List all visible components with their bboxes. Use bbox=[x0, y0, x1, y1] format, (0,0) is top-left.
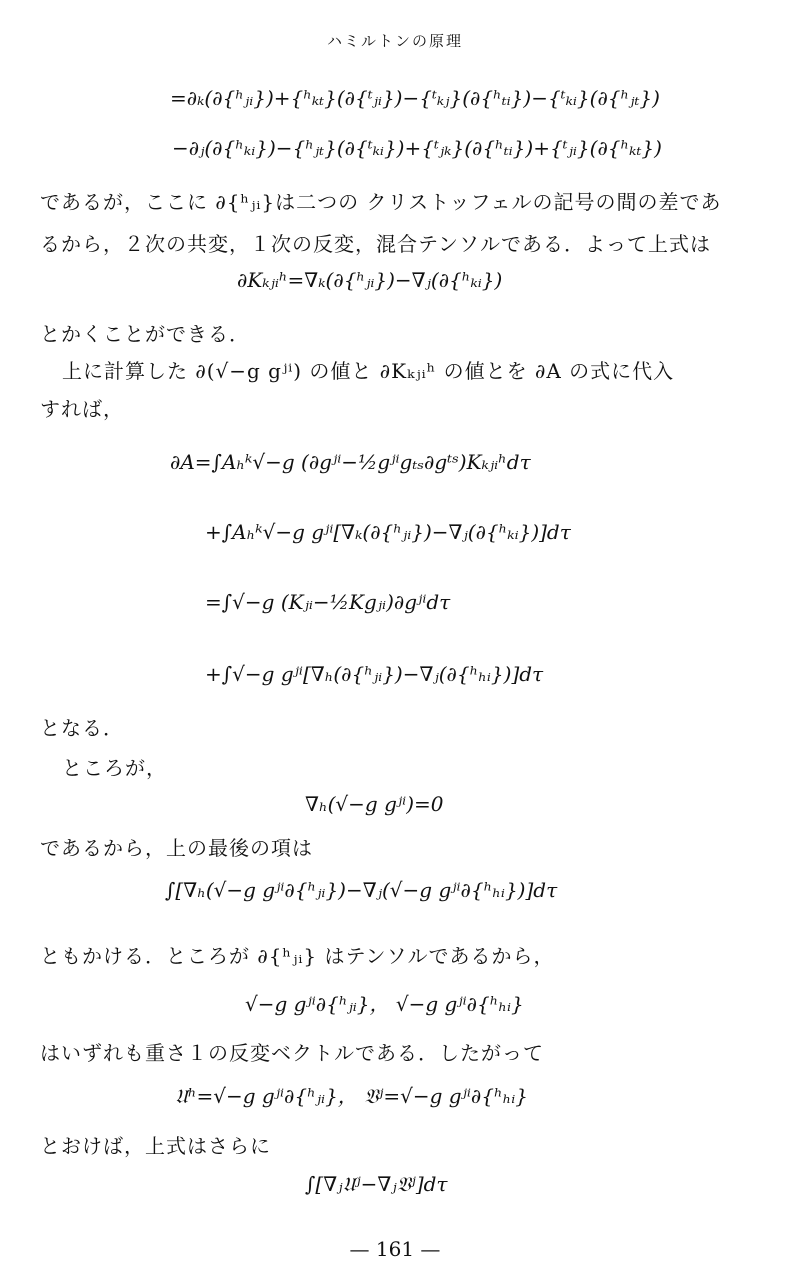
equation-line-4: ∂A=∫Aₕᵏ√−g (∂gʲⁱ−½gʲⁱgₜₛ∂gᵗˢ)Kₖⱼᵢʰdτ bbox=[170, 450, 531, 474]
equation-line-10: √−g gʲⁱ∂{ʰⱼᵢ}， √−g gʲⁱ∂{ʰₕᵢ} bbox=[245, 992, 524, 1016]
equation-line-3: ∂Kₖⱼᵢʰ=∇ₖ(∂{ʰⱼᵢ})−∇ⱼ(∂{ʰₖᵢ}) bbox=[237, 268, 503, 292]
paragraph-line: すれば， bbox=[40, 397, 124, 421]
paragraph-line: であるが，ここに ∂{ʰⱼᵢ}は二つの クリストッフェルの記号の間の差であ bbox=[40, 190, 722, 214]
paragraph-line: 上に計算した ∂(√−g gʲⁱ) の値と ∂Kₖⱼᵢʰ の値とを ∂A の式に代入 bbox=[62, 359, 675, 383]
paragraph-line: ところが， bbox=[62, 756, 167, 780]
equation-line-1: =∂ₖ(∂{ʰⱼᵢ})+{ʰₖₜ}(∂{ᵗⱼᵢ})−{ᵗₖⱼ}(∂{ʰₜᵢ})−{ᵗₖᵢ}(∂{ʰⱼₜ}) bbox=[170, 86, 660, 110]
equation-line-11: 𝔘ʰ=√−g gʲⁱ∂{ʰⱼᵢ}， 𝔙ʲ=√−g gʲⁱ∂{ʰₕᵢ} bbox=[175, 1084, 529, 1108]
equation-line-12: ∫[∇ⱼ𝔘ʲ−∇ⱼ𝔙ʲ]dτ bbox=[305, 1172, 448, 1196]
equation-line-2: −∂ⱼ(∂{ʰₖᵢ})−{ʰⱼₜ}(∂{ᵗₖᵢ})+{ᵗⱼₖ}(∂{ʰₜᵢ})+{ᵗⱼᵢ}(∂{ʰₖₜ}) bbox=[172, 136, 662, 160]
paragraph-line: とかくことができる． bbox=[40, 322, 250, 346]
equation-line-6: =∫√−g (Kⱼᵢ−½Kgⱼᵢ)∂gʲⁱdτ bbox=[205, 590, 451, 614]
equation-line-7: +∫√−g gʲⁱ[∇ₕ(∂{ʰⱼᵢ})−∇ⱼ(∂{ʰₕᵢ})]dτ bbox=[205, 662, 544, 686]
equation-line-5: +∫Aₕᵏ√−g gʲⁱ[∇ₖ(∂{ʰⱼᵢ})−∇ⱼ(∂{ʰₖᵢ})]dτ bbox=[205, 520, 571, 544]
running-header: ハミルトンの原理 bbox=[326, 32, 463, 50]
paragraph-line: ともかける．ところが ∂{ʰⱼᵢ} はテンソルであるから， bbox=[40, 944, 555, 968]
page-number: — 161 — bbox=[349, 1237, 441, 1261]
equation-line-9: ∫[∇ₕ(√−g gʲⁱ∂{ʰⱼᵢ})−∇ⱼ(√−g gʲⁱ∂{ʰₕᵢ})]dτ bbox=[165, 878, 558, 902]
paragraph-line: はいずれも重さ１の反変ベクトルである．したがって bbox=[40, 1041, 544, 1065]
paragraph-line: であるから，上の最後の項は bbox=[40, 836, 313, 860]
paragraph-line: とおけば，上式はさらに bbox=[40, 1134, 271, 1158]
paragraph-line: るから，２次の共変，１次の反変，混合テンソルである．よって上式は bbox=[40, 232, 711, 256]
paragraph-line: となる． bbox=[40, 716, 124, 740]
equation-line-8: ∇ₕ(√−g gʲⁱ)=0 bbox=[305, 792, 444, 816]
